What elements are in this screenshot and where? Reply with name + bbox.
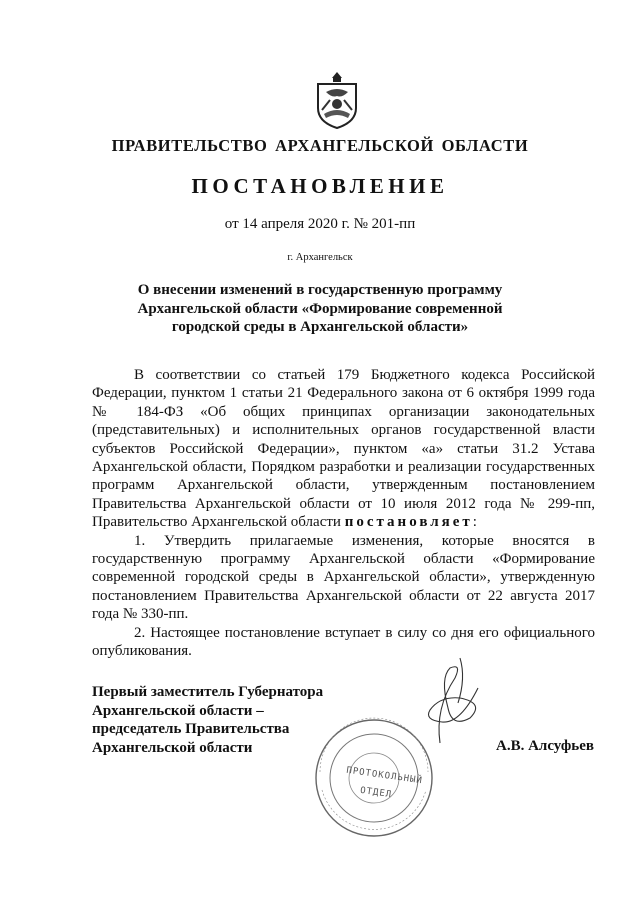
signer-position-line: Архангельской области – [92, 702, 264, 719]
decree-colon: : [472, 514, 477, 531]
subject-line: О внесении изменений в государственную программу [137, 282, 503, 298]
organization-title: ПРАВИТЕЛЬСТВО АРХАНГЕЛЬСКОЙ ОБЛАСТИ [111, 136, 529, 155]
document-type: ПОСТАНОВЛЕНИЕ [191, 174, 449, 198]
document-date: от 14 апреля 2020 г. № 201-пп [224, 216, 416, 232]
signer-position [92, 683, 323, 757]
subject-line: Архангельской области «Формирование современной [137, 300, 503, 317]
preamble-text: В соответствии со статьей 179 Бюджетного кодекса Российской Федерации, пунктом 1 статьи 21 Федерального закона от 6 октября 1999 года № 184-ФЗ «Об общих принципах организации законодательных (представительных) и исполнительных органов государственной власти субъектов Российской Федерации», пунктом «а» статьи 31.2 Устава Архангельской области, Порядком разработки и реализации государственных программ Архангельской области, утвержденным постановлением Правительства Архангельской области от 10 июля 2012 года № 299-пп, Правительство Архангельской области [92, 367, 595, 531]
document-body [92, 366, 595, 661]
document-subject [60, 281, 580, 337]
coat-of-arms-icon [312, 70, 362, 130]
stamp-text-line: ПРОТОКОЛЬНЫЙ [345, 765, 424, 787]
item-1-paragraph: 1. Утвердить прилагаемые изменения, которые вносятся в государственную программу Архангельской области «Формирование современной городской среды в Архангельской области», утвержденную постановлением Правительства Архангельской области от 22 августа 2017 года № 330-пп. [92, 532, 595, 623]
signer-position-line: Архангельской области [92, 739, 253, 756]
decree-word: постановляет [344, 514, 473, 531]
preamble-paragraph [92, 366, 595, 532]
stamp-text-line: ОТДЕЛ [359, 785, 393, 801]
signer-position-line: председатель Правительства [92, 721, 290, 737]
signer-position-line: Первый заместитель Губернатора [92, 684, 324, 700]
item-2-paragraph: 2. Настоящее постановление вступает в силу со дня его официального опубликования. [92, 624, 595, 660]
signer-name: А.В. Алсуфьев [496, 738, 594, 754]
document-city: г. Архангельск [287, 252, 353, 263]
subject-line: городской среды в Архангельской области» [171, 319, 469, 335]
